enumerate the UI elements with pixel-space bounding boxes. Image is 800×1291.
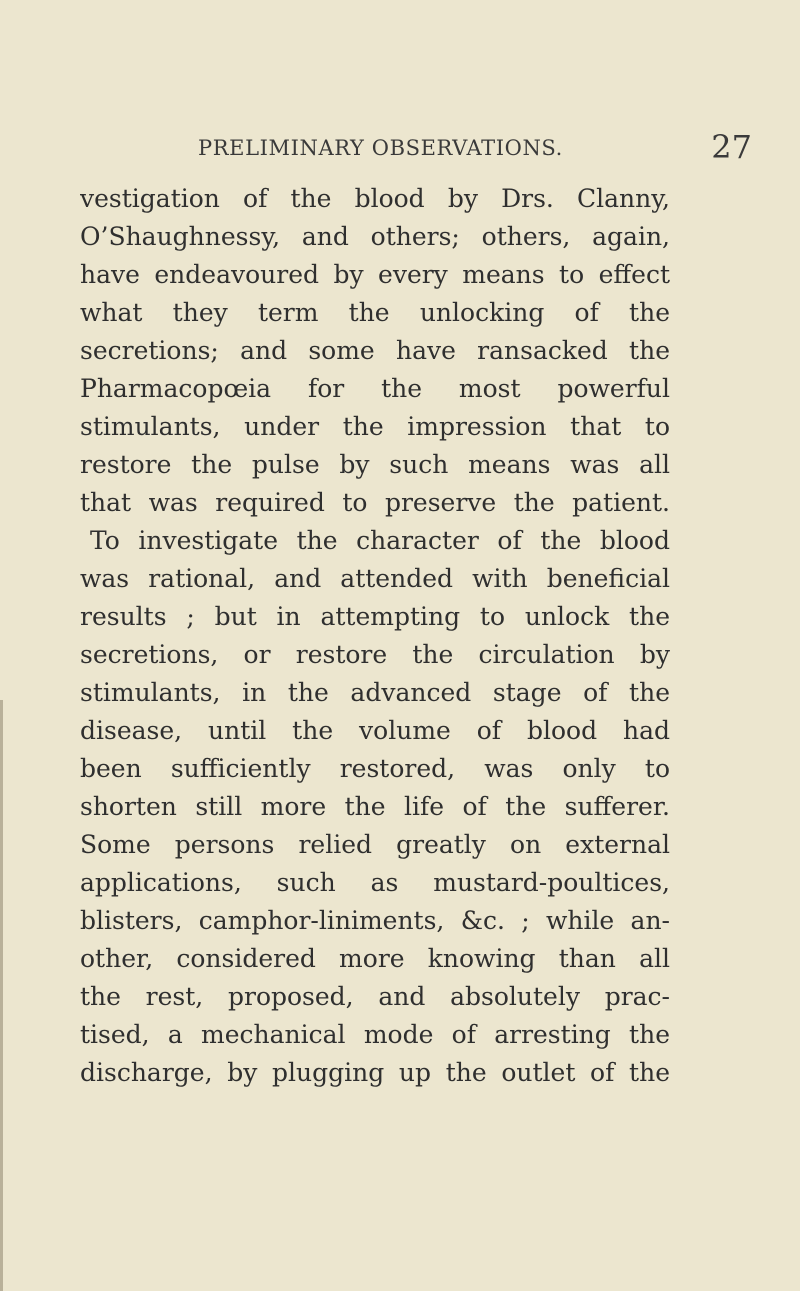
text-line: blisters, camphor-liniments, &c. ; while an- <box>80 906 670 935</box>
body-text <box>80 180 670 1092</box>
text-line: secretions; and some have ransacked the <box>80 336 670 365</box>
text-line: restore the pulse by such means was all <box>80 450 670 479</box>
text-line: O’Shaughnessy, and others; others, again, <box>80 222 670 251</box>
text-line: disease, until the volume of blood had <box>80 716 670 745</box>
text-line: vestigation of the blood by Drs. Clanny, <box>80 184 670 213</box>
text-line: been sufficiently restored, was only to <box>80 754 670 783</box>
text-line: shorten still more the life of the sufferer. <box>80 792 670 821</box>
text-line: discharge, by plugging up the outlet of the <box>80 1058 670 1087</box>
text-line: have endeavoured by every means to effect <box>80 260 670 289</box>
text-line: what they term the unlocking of the <box>80 298 670 327</box>
running-head-title: PRELIMINARY OBSERVATIONS. <box>198 136 563 160</box>
text-line: other, considered more knowing than all <box>80 944 670 973</box>
text-line: stimulants, under the impression that to <box>80 412 670 441</box>
text-line: that was required to preserve the patient. <box>80 488 670 517</box>
page-number: 27 <box>711 128 752 166</box>
text-line: was rational, and attended with beneficial <box>80 564 670 593</box>
running-head <box>60 128 770 172</box>
page-gutter-edge <box>0 700 3 1291</box>
text-line: the rest, proposed, and absolutely prac- <box>80 982 670 1011</box>
text-line: Pharmacopœia for the most powerful <box>80 374 670 403</box>
text-line: secretions, or restore the circulation by <box>80 640 670 669</box>
text-line: results ; but in attempting to unlock the <box>80 602 670 631</box>
text-line: stimulants, in the advanced stage of the <box>80 678 670 707</box>
text-line: Some persons relied greatly on external <box>80 830 670 859</box>
text-line: applications, such as mustard-poultices, <box>80 868 670 897</box>
text-line: To investigate the character of the blood <box>90 526 670 555</box>
text-line: tised, a mechanical mode of arresting the <box>80 1020 670 1049</box>
